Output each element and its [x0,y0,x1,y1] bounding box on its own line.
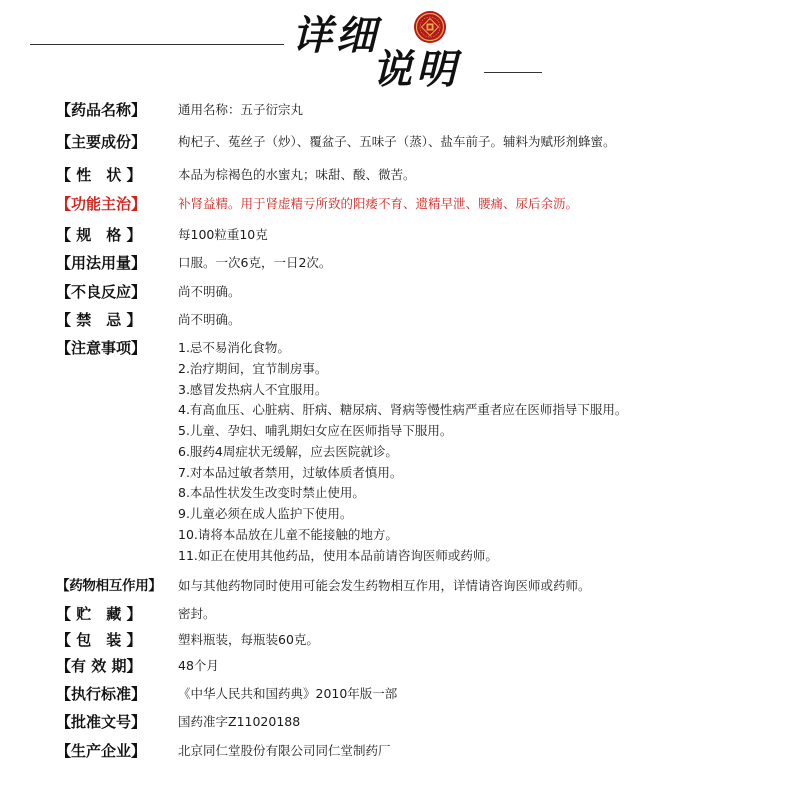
field-value: 通用名称：五子衍宗丸 [178,102,304,117]
field-label: 【不良反应】 [56,283,147,301]
field-dosage [56,253,776,273]
field-storage [56,604,776,624]
list-item: 11.如正在使用其他药品，使用本品前请咨询医师或药师。 [178,547,498,563]
field-value: 48个月 [178,658,219,673]
field-label: 【 贮 藏 】 [56,605,142,623]
list-item: 3.感冒发热病人不宜服用。 [178,381,328,397]
tongrentang-seal-logo [413,10,447,44]
precautions-list [178,338,776,566]
field-value: 国药准字Z11020188 [178,714,301,729]
field-indications [56,194,776,214]
field-specification [56,225,776,245]
field-label: 【 规 格 】 [56,226,142,244]
field-label: 【药物相互作用】 [56,578,162,594]
field-precautions [56,338,776,566]
field-label: 【主要成份】 [56,133,147,151]
list-item: 10.请将本品放在儿童不能接触的地方。 [178,526,398,542]
field-value: 如与其他药物同时使用可能会发生药物相互作用，详情请咨询医师或药师。 [178,578,591,593]
field-validity [56,656,776,676]
field-value: 口服。一次6克，一日2次。 [178,255,332,270]
field-approval-number [56,712,776,732]
field-standard [56,684,776,704]
field-label: 【有 效 期】 [56,657,142,675]
header-rule-left [30,44,284,45]
list-item: 7.对本品过敏者禁用，过敏体质者慎用。 [178,464,403,480]
field-label: 【注意事项】 [56,339,147,357]
field-label: 【功能主治】 [56,195,147,213]
field-properties [56,165,776,185]
field-drug-name [56,100,776,120]
page-header [0,0,790,100]
field-value: 密封。 [178,606,216,621]
field-label: 【药品名称】 [56,101,147,119]
field-value: 《中华人民共和国药典》2010年版一部 [178,686,398,701]
page-title-line2: 说明 [372,46,460,93]
field-label: 【执行标准】 [56,685,147,703]
field-package [56,630,776,650]
field-ingredients [56,132,776,152]
page-title-line1: 详细 [292,12,380,59]
field-label: 【生产企业】 [56,742,147,760]
field-contraindications [56,310,776,330]
field-manufacturer [56,741,776,761]
field-value: 补肾益精。用于肾虚精亏所致的阳痿不育、遗精早泄、腰痛、尿后余沥。 [178,196,579,211]
field-value: 每100粒重10克 [178,227,268,242]
field-label: 【用法用量】 [56,254,147,272]
field-label: 【 禁 忌 】 [56,311,142,329]
field-drug-interactions [56,576,776,596]
field-label: 【 性 状 】 [56,166,142,184]
field-label: 【 包 装 】 [56,631,142,649]
list-item: 2.治疗期间，宜节制房事。 [178,360,328,376]
header-rule-right [484,72,542,73]
field-value: 尚不明确。 [178,284,241,299]
field-value: 北京同仁堂股份有限公司同仁堂制药厂 [178,743,391,758]
list-item: 6.服药4周症状无缓解，应去医院就诊。 [178,443,398,459]
list-item: 4.有高血压、心脏病、肝病、糖尿病、肾病等慢性病严重者应在医师指导下服用。 [178,402,628,418]
list-item: 1.忌不易消化食物。 [178,340,290,355]
field-value: 本品为棕褐色的水蜜丸；味甜、酸、微苦。 [178,167,416,182]
field-label: 【批准文号】 [56,713,147,731]
field-value: 枸杞子、菟丝子（炒）、覆盆子、五味子（蒸）、盐车前子。辅料为赋形剂蜂蜜。 [178,134,616,149]
list-item: 9.儿童必须在成人监护下使用。 [178,506,353,521]
field-adverse-reactions [56,282,776,302]
field-value: 塑料瓶装，每瓶装60克。 [178,632,319,647]
list-item: 8.本品性状发生改变时禁止使用。 [178,485,365,501]
field-value: 尚不明确。 [178,312,241,327]
list-item: 5.儿童、孕妇、哺乳期妇女应在医师指导下服用。 [178,423,453,438]
